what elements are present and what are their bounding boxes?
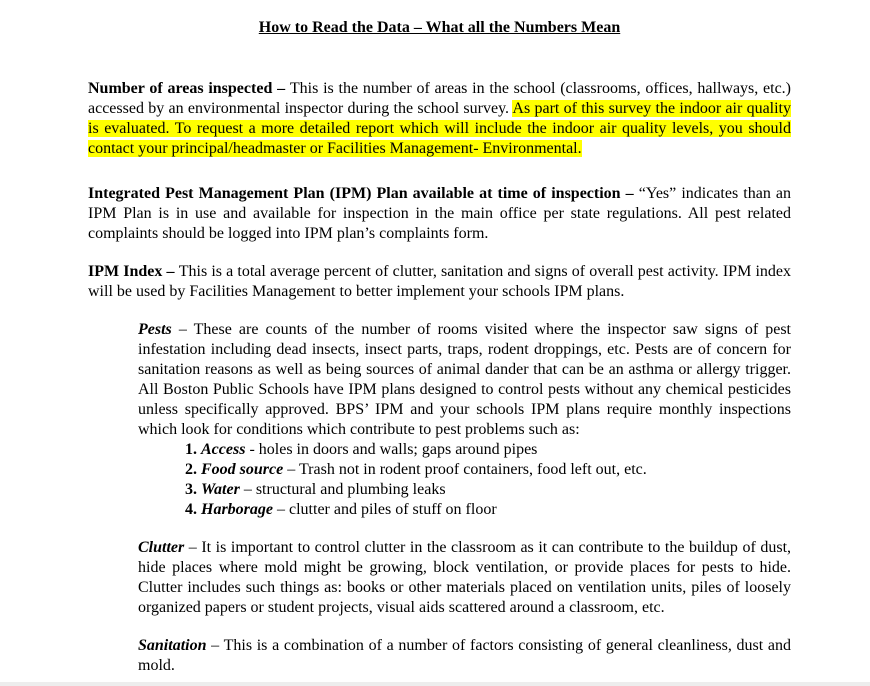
term-clutter: Clutter bbox=[138, 539, 185, 556]
dash-separator: - bbox=[245, 441, 259, 458]
term-number-of-areas: Number of areas inspected bbox=[88, 80, 273, 97]
highlighted-text: As part of this survey the indoor air quality is evaluated. To request a more detailed report which will include the indoor air quality levels, you should contact your principal/headmaster or Facilities Management- Environmental. bbox=[88, 100, 792, 157]
paragraph-number-of-areas bbox=[88, 79, 791, 159]
paragraph-sanitation bbox=[138, 636, 791, 676]
section-pests bbox=[138, 320, 791, 520]
term-ipm-index: IPM Index bbox=[88, 263, 163, 280]
paragraph-clutter bbox=[138, 538, 791, 618]
list-item-text: holes in doors and walls; gaps around pipes bbox=[258, 441, 538, 458]
list-item-text: clutter and piles of stuff on floor bbox=[289, 501, 497, 518]
list-item-text: Trash not in rodent proof containers, food left out, etc. bbox=[298, 461, 647, 478]
dash-separator: – bbox=[272, 80, 290, 97]
paragraph-text: These are counts of the number of rooms visited where the inspector saw signs of pest infestation including dead insects, insect parts, traps, rodent droppings, etc. Pests are of concern for sanitation reasons as well as being sources of animal dander that can be an asthma or allergy trigger. All Boston Public Schools have IPM plans designed to control pests without any chemical pesticides unless specifically approved. BPS’ IPM and your schools IPM plans require monthly inspections which look for conditions which contribute to pest problems such as: bbox=[138, 321, 791, 438]
term-water: Water bbox=[201, 481, 240, 498]
dash-separator: – bbox=[273, 501, 289, 518]
list-number: 4. bbox=[185, 501, 197, 518]
term-pests: Pests bbox=[138, 321, 172, 338]
paragraph-text: This is the number of areas in the school (classrooms, offices, hallways, etc.) accessed by an environmental inspector during the school survey. bbox=[88, 80, 792, 117]
paragraph-text: This is a combination of a number of factors consisting of general cleanliness, dust and mold. bbox=[138, 637, 791, 674]
dash-separator: – bbox=[162, 263, 179, 280]
dash-separator: – bbox=[171, 321, 194, 338]
paragraph-text: This is a total average percent of clutter, sanitation and signs of overall pest activity. IPM index will be used by Facilities Management to better implement your schools IPM plans. bbox=[88, 263, 792, 300]
list-number: 1. bbox=[185, 441, 197, 458]
paragraph-ipm-index bbox=[88, 262, 791, 302]
list-item-harborage bbox=[138, 500, 791, 520]
dash-separator: – bbox=[184, 539, 202, 556]
term-access: Access bbox=[201, 441, 246, 458]
term-sanitation: Sanitation bbox=[138, 637, 207, 654]
list-item-food-source bbox=[138, 460, 791, 480]
paragraph-ipm-plan bbox=[88, 184, 791, 244]
pest-conditions-list bbox=[138, 440, 791, 520]
term-harborage: Harborage bbox=[201, 501, 273, 518]
list-item-water bbox=[138, 480, 791, 500]
list-number: 2. bbox=[185, 461, 197, 478]
section-sanitation bbox=[138, 636, 791, 676]
document-title: How to Read the Data – What all the Numbers Mean bbox=[258, 19, 621, 36]
term-ipm-plan: Integrated Pest Management Plan (IPM) Plan available at time of inspection bbox=[88, 185, 621, 202]
list-number: 3. bbox=[185, 481, 197, 498]
dash-separator: – bbox=[283, 461, 299, 478]
paragraph-pests bbox=[138, 320, 791, 440]
section-clutter bbox=[138, 538, 791, 618]
term-food-source: Food source bbox=[201, 461, 284, 478]
dash-separator: – bbox=[206, 637, 224, 654]
list-item-text: structural and plumbing leaks bbox=[255, 481, 446, 498]
dash-separator: – bbox=[239, 481, 256, 498]
dash-separator: – bbox=[620, 185, 639, 202]
paragraph-text: It is important to control clutter in the classroom as it can contribute to the buildup of dust, hide places where mold might be growing, block ventilation, or provide places for pests to hide. Clutter includes such things as: books or other materials placed on ventilation units, piles of loosely organized papers or student projects, visual aids scattered around a classroom, etc. bbox=[138, 539, 792, 616]
paragraph-text: “Yes” indicates than an IPM Plan is in use and available for inspection in the main office per state regulations. All pest related complaints should be logged into IPM plan’s complaints form. bbox=[88, 185, 792, 242]
page-bottom-edge bbox=[0, 682, 870, 686]
list-item-access bbox=[138, 440, 791, 460]
